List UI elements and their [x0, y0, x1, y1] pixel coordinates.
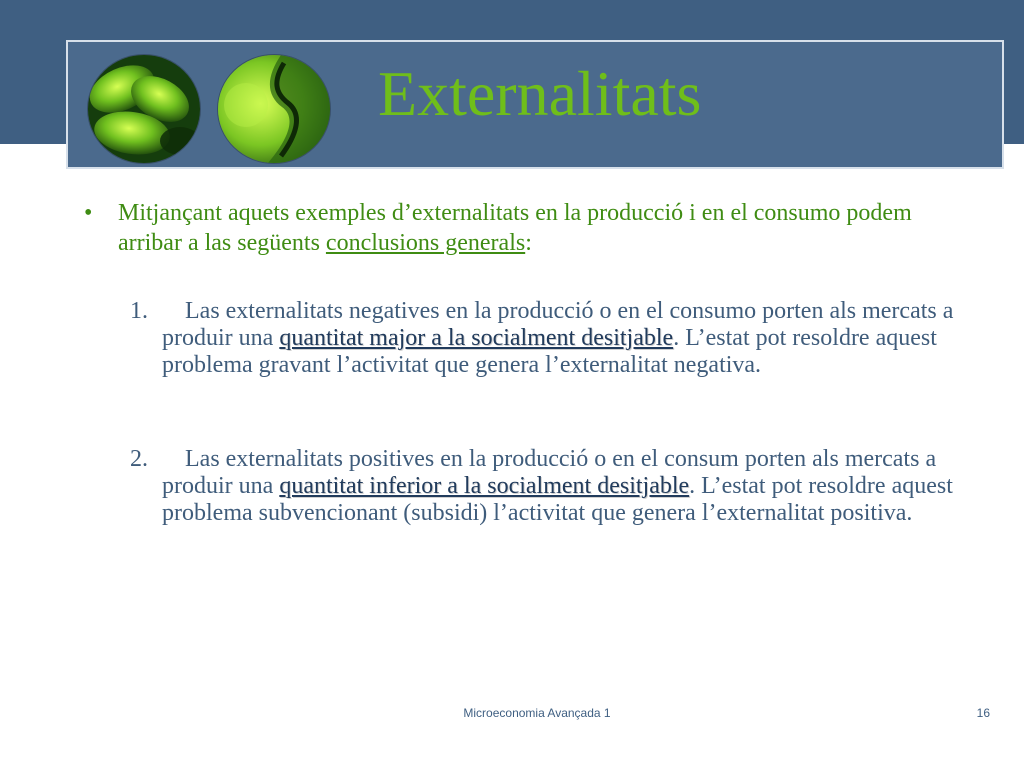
item-text-2 — [162, 446, 988, 527]
intro-suffix: : — [525, 230, 532, 256]
leaf-image-left — [88, 55, 200, 163]
footer-page-number: 16 — [976, 706, 990, 720]
conclusions-link-text: conclusions generals — [325, 230, 526, 256]
item-2-text-after: . L’estat pot resoldre aquest problema subvencionant (subsidi) l’activitat que genera l’externalitat positiva. — [162, 473, 953, 526]
intro-text: Mitjançant aquets exemples d’externalitats en la producció i en el consumo podem arribar a las següents — [118, 200, 912, 256]
slide-title: Externalitats — [378, 58, 702, 129]
item-1-emphasis: quantitat major a la socialment desitjable — [279, 325, 674, 351]
conclusion-item-1 — [130, 298, 990, 379]
item-1-text-after: . L’estat pot resoldre aquest problema gravant l’activitat que genera l’externalitat negativa. — [162, 325, 937, 378]
bullet-marker: • — [84, 200, 93, 226]
intro-bullet — [84, 198, 984, 258]
item-1-text-before: Las externalitats negatives en la producció o en el consumo porten als mercats a produir una — [162, 298, 954, 351]
item-number-1: 1. — [130, 298, 148, 324]
intro-bullet-text — [118, 198, 968, 258]
conclusion-item-2 — [130, 446, 990, 527]
item-text-1 — [162, 298, 988, 379]
item-number-2: 2. — [130, 446, 148, 472]
item-2-emphasis: quantitat inferior a la socialment desitjable — [279, 473, 690, 499]
footer-course-title: Microeconomia Avançada 1 — [463, 706, 611, 720]
item-2-text-before: Las externalitats positives en la producció o en el consum porten als mercats a produir una — [162, 446, 937, 499]
leaf-image-right — [218, 55, 330, 163]
